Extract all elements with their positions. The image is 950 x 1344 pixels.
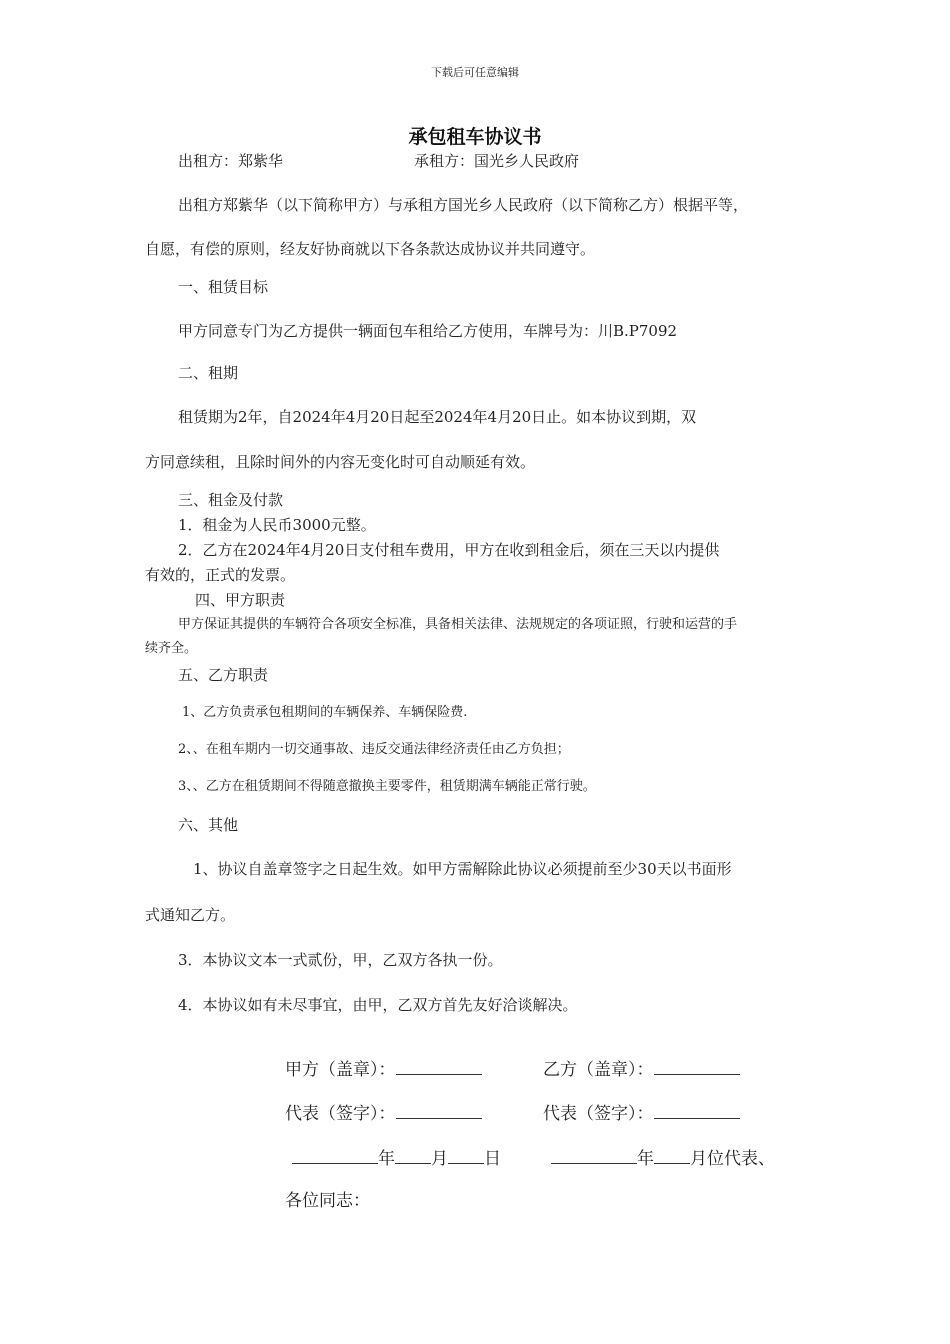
section-1-heading: 一、租赁目标	[178, 278, 269, 296]
section-5-item-1: 1、乙方负责承包租期间的车辆保养、车辆保险费.	[182, 705, 468, 720]
download-note: 下载后可任意编辑	[431, 66, 519, 79]
rep-b-label: 代表（签字）：	[543, 1104, 654, 1124]
section-5-heading: 五、乙方职责	[178, 666, 269, 684]
document-title: 承包租车协议书	[408, 126, 542, 148]
lessor-line: 出租方：郑紫华	[178, 152, 284, 170]
rep-a-line	[285, 1101, 482, 1124]
party-a-seal-line	[285, 1057, 482, 1080]
section-6-heading: 六、其他	[178, 816, 239, 834]
section-6-item-4: 4．本协议如有未尽事宜，由甲，乙双方首先友好洽谈解决。	[178, 996, 578, 1014]
party-b-seal-label: 乙方（盖章）：	[543, 1060, 654, 1080]
date-a-year-blank	[292, 1146, 378, 1164]
section-3-heading: 三、租金及付款	[178, 491, 284, 509]
date-b-year-label: 年	[637, 1149, 654, 1169]
date-a-day-blank	[448, 1146, 484, 1164]
section-6-item-1-line-1: 1、协议自盖章签字之日起生效。如甲方需解除此协议必须提前至少30天以书面形	[193, 860, 732, 878]
section-4-heading: 四、甲方职责	[195, 591, 286, 609]
lessee-line: 承租方：国光乡人民政府	[414, 152, 580, 170]
section-4-text-2: 续齐全。	[145, 641, 198, 656]
date-a-year-label: 年	[378, 1149, 395, 1169]
date-b-month-blank	[654, 1146, 690, 1164]
section-2-heading: 二、租期	[178, 364, 239, 382]
rep-a-label: 代表（签字）：	[285, 1104, 396, 1124]
section-6-item-3: 3．本协议文本一式贰份，甲，乙双方各执一份。	[178, 951, 503, 969]
section-5-item-2: 2、、在租车期内一切交通事故、违反交通法律经济责任由乙方负担；	[178, 742, 570, 757]
section-3-item-2-line-2: 有效的，正式的发票。	[145, 566, 296, 584]
section-4-text-1: 甲方保证其提供的车辆符合各项安全标准，具备相关法律、法规规定的各项证照，行驶和运营的手	[178, 617, 738, 632]
rep-a-blank	[396, 1101, 482, 1119]
date-a-month-blank	[395, 1146, 431, 1164]
rep-b-blank	[654, 1101, 740, 1119]
date-a-day-label: 日	[484, 1149, 501, 1169]
rep-b-line	[543, 1101, 740, 1124]
intro-line-2: 自愿，有偿的原则，经友好协商就以下各条款达成协议并共同遵守。	[145, 240, 596, 258]
section-5-item-3: 3、、乙方在租赁期间不得随意撤换主要零件，租赁期满车辆能正常行驶。	[178, 779, 596, 794]
date-a-month-label: 月	[431, 1149, 448, 1169]
section-6-item-1-line-2: 式通知乙方。	[145, 906, 236, 924]
greeting: 各位同志：	[285, 1191, 370, 1211]
party-a-seal-label: 甲方（盖章）：	[285, 1060, 396, 1080]
party-b-seal-line	[543, 1057, 740, 1080]
date-a-line	[292, 1146, 501, 1169]
party-b-seal-blank	[654, 1057, 740, 1075]
section-3-item-1: 1．租金为人民币3000元整。	[178, 516, 376, 534]
party-a-seal-blank	[396, 1057, 482, 1075]
section-1-text: 甲方同意专门为乙方提供一辆面包车租给乙方使用，车牌号为：川B.P7092	[178, 322, 678, 340]
date-b-tail: 月位代表、	[690, 1149, 775, 1169]
date-b-line	[551, 1146, 775, 1169]
date-b-year-blank	[551, 1146, 637, 1164]
section-2-text-1: 租赁期为2年，自2024年4月20日起至2024年4月20日止。如本协议到期，双	[178, 408, 697, 426]
section-3-item-2-line-1: 2．乙方在2024年4月20日支付租车费用，甲方在收到租金后，须在三天以内提供	[178, 541, 720, 559]
intro-line-1: 出租方郑紫华（以下简称甲方）与承租方国光乡人民政府（以下简称乙方）根据平等，	[178, 196, 749, 214]
section-2-text-2: 方同意续租，且除时间外的内容无变化时可自动顺延有效。	[145, 453, 536, 471]
